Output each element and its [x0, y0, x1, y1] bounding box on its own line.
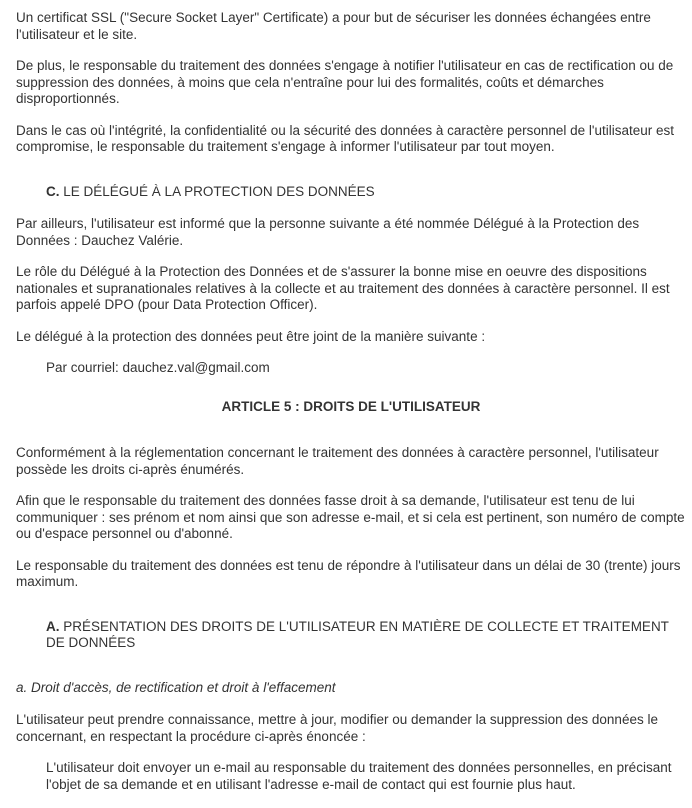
- article-5-title: ARTICLE 5 : DROITS DE L'UTILISATEUR: [221, 398, 481, 414]
- document-body: [16, 10, 686, 808]
- paragraph-email-procedure: L'utilisateur doit envoyer un e-mail au responsable du traitement des données personnelles, en précisant l'objet de sa demande et en utilisant l'adresse e-mail de contact qui est fournie plus haut.: [46, 760, 672, 792]
- section-c-letter: C.: [46, 183, 60, 199]
- paragraph-access-rights: L'utilisateur peut prendre connaissance, mettre à jour, modifier ou demander la suppression des données le concernant, en respectant la procédure ci-après énoncée :: [16, 712, 658, 744]
- paragraph-integrity: Dans le cas où l'intégrité, la confidentialité ou la sécurité des données à caractère personnel de l'utilisateur est compromise, le responsable du traitement s'engage à informer l'utilisateur par tout moyen.: [16, 122, 675, 154]
- section-a-letter: A.: [46, 618, 60, 634]
- paragraph-dpo-named: Par ailleurs, l'utilisateur est informé que la personne suivante a été nommée Délégué à la Protection des Données : Dauchez Valérie.: [16, 216, 640, 248]
- paragraph-request-requirements: Afin que le responsable du traitement des données fasse droit à sa demande, l'utilisateur est tenu de lui communiquer : ses prénom et nom ainsi que son adresse e-mail, et si cela est pertinent, son numéro de compte ou d'espace personnel ou d'abonné.: [16, 493, 685, 541]
- paragraph-notification: De plus, le responsable du traitement des données s'engage à notifier l'utilisateur en cas de rectification ou de suppression des données, à moins que cela n'entraîne pour lui des formalités, coûts et démarches disproportionnés.: [16, 58, 674, 106]
- paragraph-rights-intro: Conformément à la réglementation concernant le traitement des données à caractère personnel, l'utilisateur possède les droits ci-après énumérés.: [16, 445, 659, 477]
- paragraph-dpo-contact-intro: Le délégué à la protection des données peut être joint de la manière suivante :: [16, 328, 486, 344]
- section-a-heading: [16, 619, 686, 652]
- paragraph-dpo-role: Le rôle du Délégué à la Protection des Données et de s'assurer la bonne mise en oeuvre des dispositions nationales et supranationales relatives à la collecte et au traitement des données à caractère personnel. Il est parfois appelé DPO (pour Data Protection Officer).: [16, 264, 670, 312]
- subsection-a-title: a. Droit d'accès, de rectification et droit à l'effacement: [16, 679, 336, 695]
- section-a-title: PRÉSENTATION DES DROITS DE L'UTILISATEUR EN MATIÈRE DE COLLECTE ET TRAITEMENT DE DONNÉES: [46, 618, 669, 650]
- section-c-title: LE DÉLÉGUÉ À LA PROTECTION DES DONNÉES: [63, 183, 375, 199]
- paragraph-response-delay: Le responsable du traitement des données est tenu de répondre à l'utilisateur dans un délai de 30 (trente) jours maximum.: [16, 557, 681, 589]
- section-c-heading: [16, 184, 686, 201]
- paragraph-ssl: Un certificat SSL ("Secure Socket Layer" Certificate) a pour but de sécuriser les données échangées entre l'utilisateur et le site.: [16, 10, 651, 42]
- dpo-email-contact: Par courriel: dauchez.val@gmail.com: [46, 360, 270, 375]
